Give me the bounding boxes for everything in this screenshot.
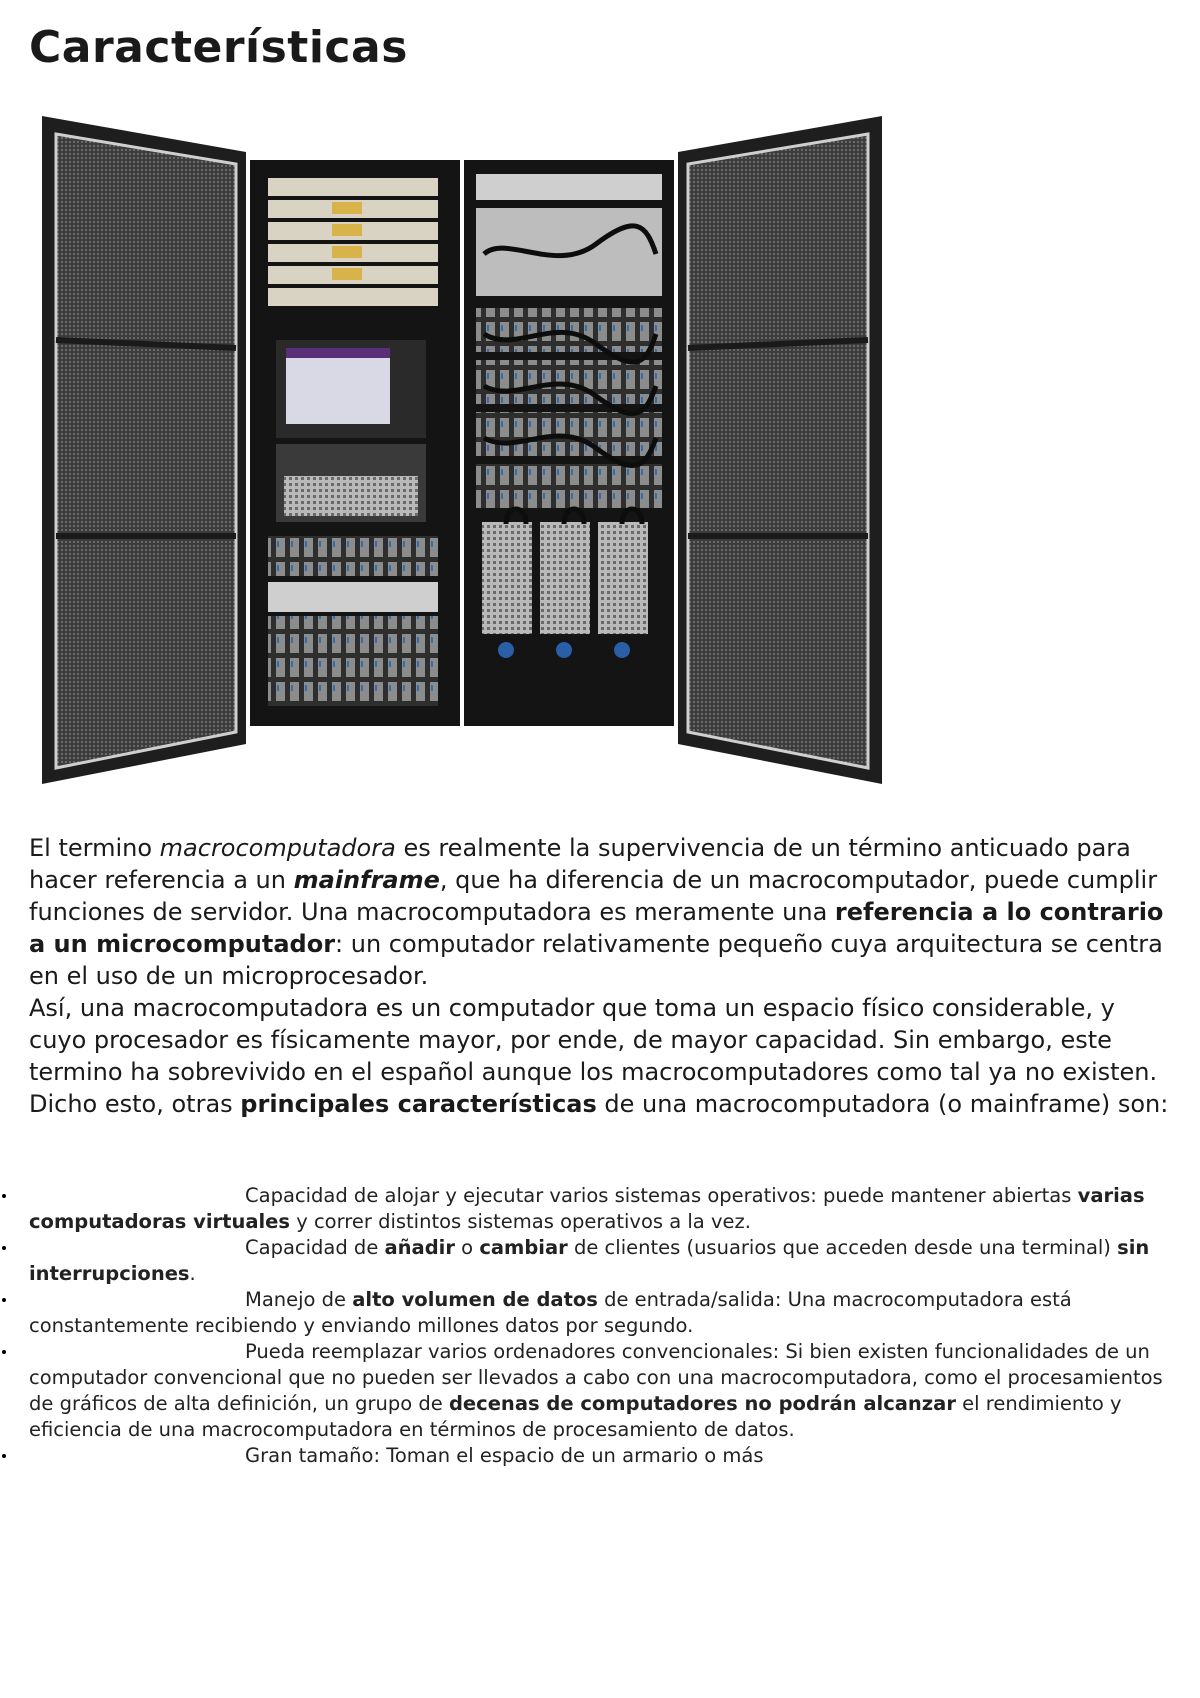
list-item: Capacidad de alojar y ejecutar varios sistemas operativos: puede mantener abiertas varias computadoras virtuales y correr distintos sistemas operativos a la vez. [29,1183,1179,1235]
bullet-icon [2,1298,6,1302]
characteristics-list [29,1183,1179,1469]
bullet-icon [2,1246,6,1250]
bullet-icon [2,1350,6,1354]
mainframe-photo [36,104,888,800]
list-item: Capacidad de añadir o cambiar de clientes (usuarios que acceden desde una terminal) sin interrupciones. [29,1235,1179,1287]
intro-paragraph: El termino macrocomputadora es realmente la supervivencia de un término anticuado para hacer referencia a un mainframe, que ha diferencia de un macrocomputador, puede cumplir funciones de servidor. Una macrocomputadora es meramente una referencia a lo contrario a un microcomputador: un computador relativamente pequeño cuya arquitectura se centra en el uso de un microprocesador. [29,834,1164,990]
list-item: Gran tamaño: Toman el espacio de un armario o más [29,1443,1179,1469]
second-paragraph: Así, una macrocomputadora es un computador que toma un espacio físico considerable, y cuyo procesador es físicamente mayor, por ende, de mayor capacidad. Sin embargo, este termino ha sobrevivido en el español aunque los macrocomputadores como tal ya no existen. Dicho esto, otras principales características de una macrocomputadora (o mainframe) son: [29,994,1169,1118]
list-item: Manejo de alto volumen de datos de entrada/salida: Una macrocomputadora está constantemente recibiendo y enviando millones datos por segundo. [29,1287,1179,1339]
bullet-icon [2,1194,6,1198]
bullet-icon [2,1454,6,1458]
list-item: Pueda reemplazar varios ordenadores convencionales: Si bien existen funcionalidades de un computador convencional que no pueden ser llevados a cabo con una macrocomputadora, como el procesamientos de gráficos de alta definición, un grupo de decenas de computadores no podrán alcanzar el rendimiento y eficiencia de una macrocomputadora en términos de procesamiento de datos. [29,1339,1179,1443]
page-title: Características [29,22,408,73]
